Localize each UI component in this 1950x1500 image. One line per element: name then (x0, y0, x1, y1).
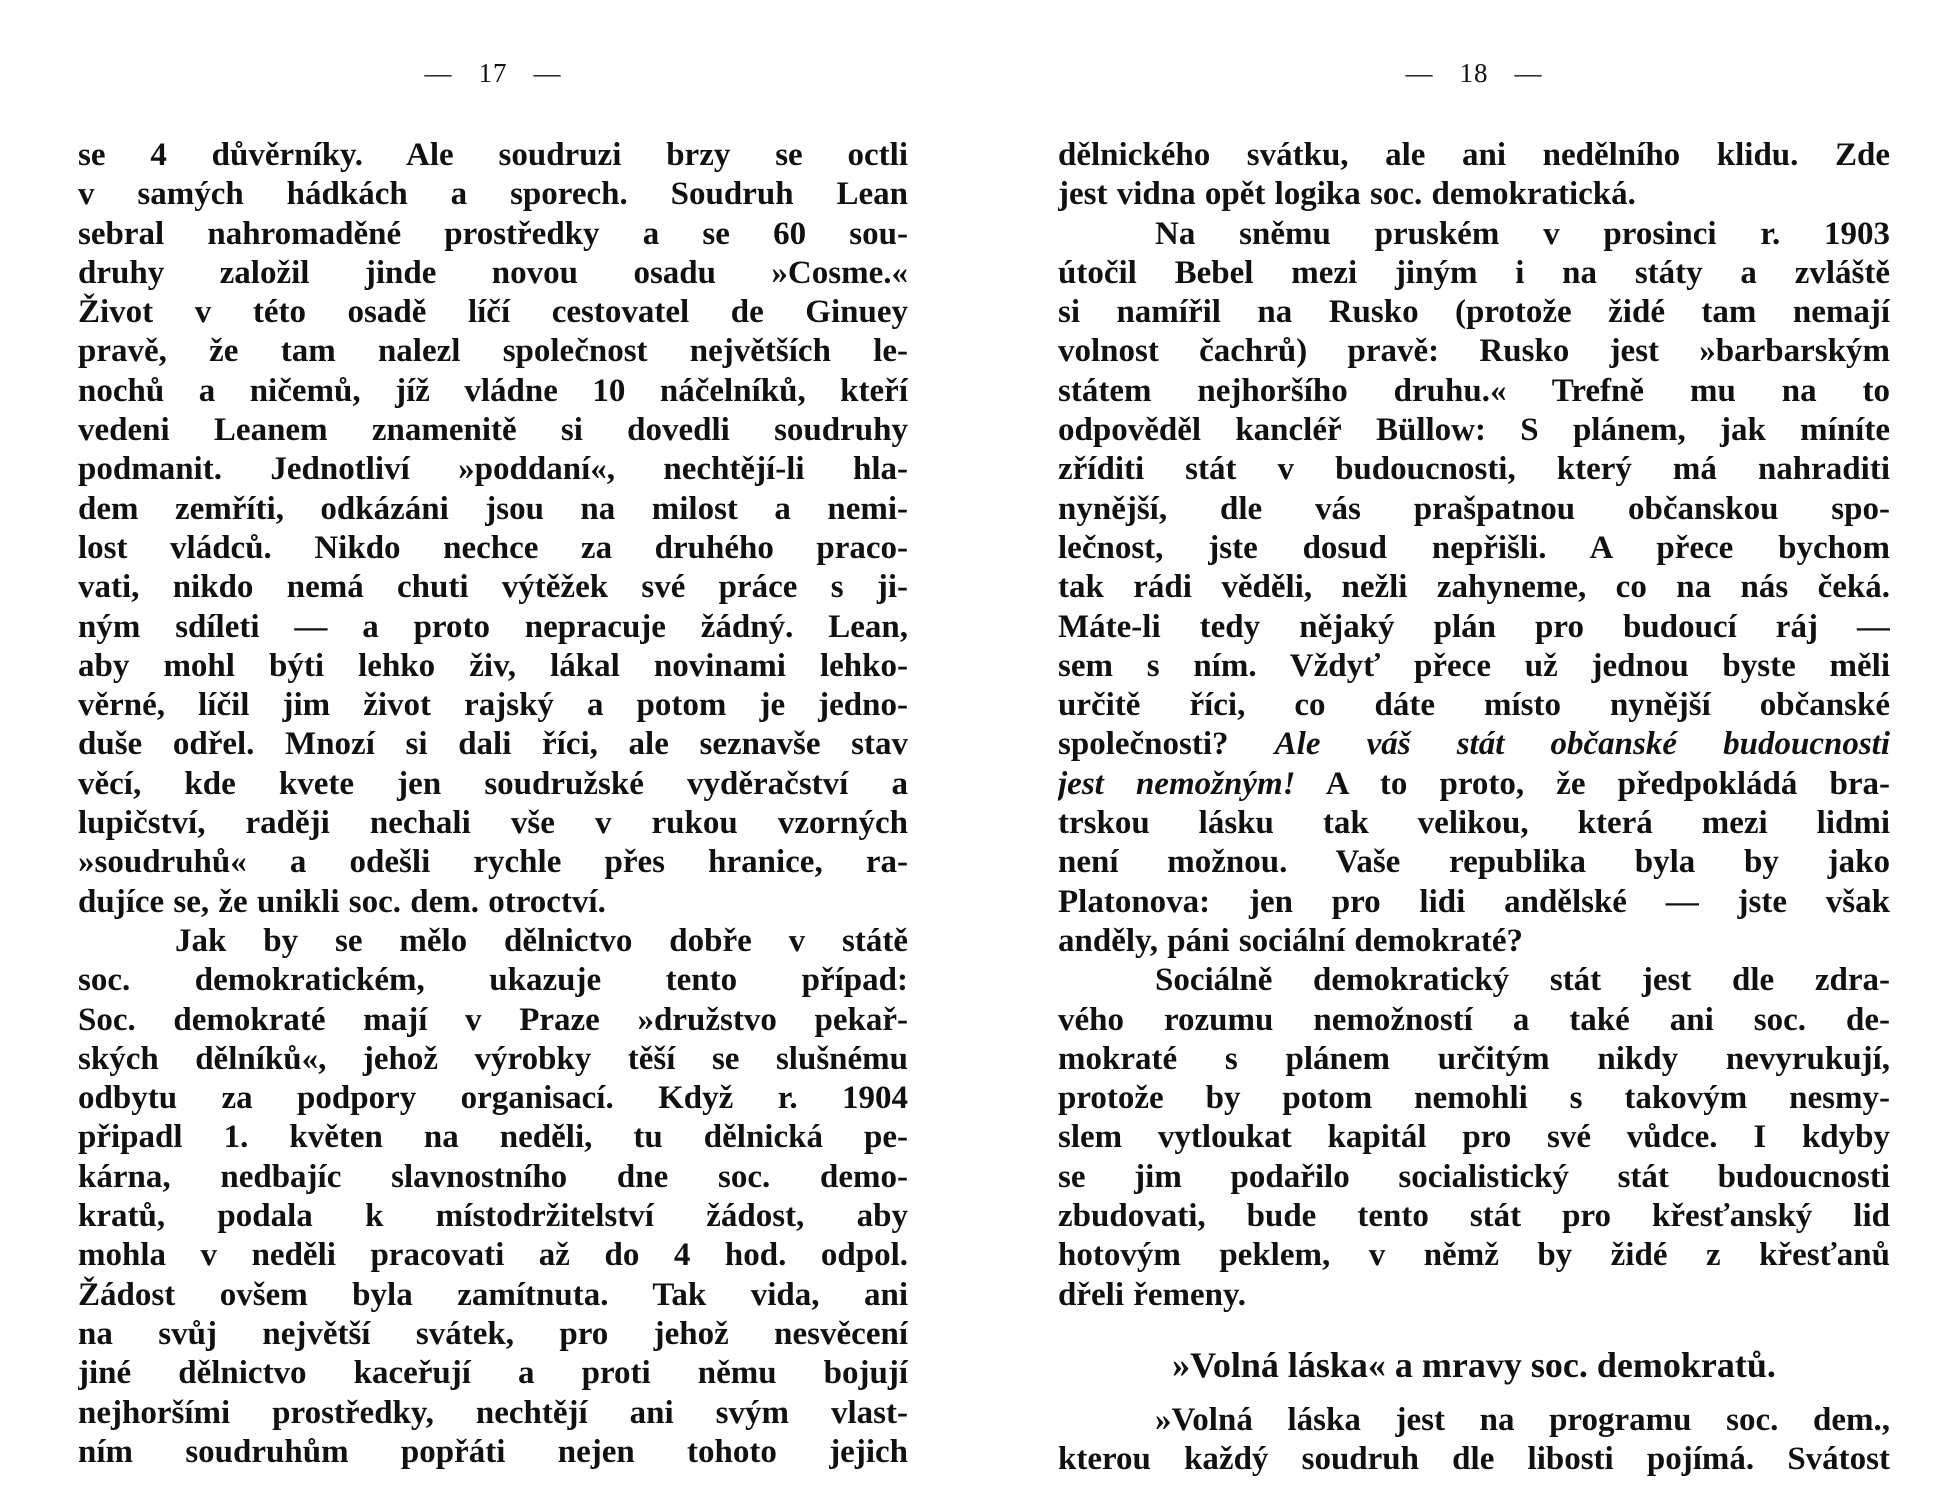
text-line: Soc. demokraté mají v Praze »družstvo pekař- (78, 1001, 908, 1038)
text-line: věcí, kde kvete jen soudružské vyděračství a (78, 765, 908, 802)
text-line: odpověděl kancléř Büllow: S plánem, jak míníte (1058, 412, 1890, 449)
text-line: ným sdíleti — a proto nepracuje žádný. Lean, (78, 608, 908, 645)
left-page-number-value: 17 (478, 58, 508, 88)
page-number-dash: — (424, 58, 453, 88)
text-line: duše odřel. Mnozí si dali říci, ale seznavše stav (78, 726, 908, 763)
text-line: lečnost, jste dosud nepřišli. A přece bychom (1058, 529, 1890, 566)
text-line: mokraté s plánem určitým nikdy nevyrukují, (1058, 1040, 1890, 1077)
left-page-text (78, 136, 908, 1472)
text-line: Žádost ovšem byla zamítnuta. Tak vida, ani (78, 1276, 908, 1313)
text-line: druhy založil jinde novou osadu »Cosme.« (78, 254, 908, 291)
text-line: nynější, dle vás prašpatnou občanskou spo- (1058, 490, 1890, 527)
text-line: soc. demokratickém, ukazuje tento případ: (78, 962, 908, 999)
text-line: hotovým peklem, v němž by židé z křesťanů (1058, 1237, 1890, 1274)
text-line: určitě říci, co dáte místo nynější občanské (1058, 687, 1890, 724)
text-line: lupičství, raději nechali vše v rukou vzorných (78, 805, 908, 842)
text-line: ských dělníků«, jehož výrobky těší se slušnému (78, 1040, 908, 1077)
text-line: není možnou. Vaše republika byla by jako (1058, 844, 1890, 881)
text-line: si namířil na Rusko (protože židé tam nemají (1058, 294, 1890, 331)
text-line: volnost čachrů) pravě: Rusko jest »barbarským (1058, 333, 1890, 370)
line-text: společnosti? (1058, 726, 1229, 763)
text-line: kterou každý soudruh dle libosti pojímá. Svátost (1058, 1441, 1890, 1478)
text-line: trskou lásku tak velikou, která mezi lidmi (1058, 805, 1890, 842)
emphasized-text: Ale váš stát občanské budoucnosti (1274, 726, 1890, 763)
text-line: jiné dělnictvo kaceřují a proti němu bojují (78, 1355, 908, 1392)
right-page (1058, 0, 1890, 1500)
left-page-number (78, 58, 908, 89)
text-line: dřeli řemeny. (1058, 1276, 1246, 1313)
text-line: dělnického svátku, ale ani nedělního klidu. Zde (1058, 137, 1890, 173)
text-line: Platonova: jen pro lidi andělské — jste však (1058, 883, 1890, 920)
text-line: »soudruhů« a odešli rychle přes hranice, ra- (78, 844, 908, 881)
text-line: připadl 1. květen na neděli, tu dělnická pe- (78, 1119, 908, 1156)
text-line: nejhoršími prostředky, nechtějí ani svým vlast- (78, 1394, 908, 1431)
text-line: lost vládců. Nikdo nechce za druhého praco- (78, 529, 908, 566)
text-line: se 4 důvěrníky. Ale soudruzi brzy se octli (78, 137, 908, 173)
text-line: Život v této osadě líčí cestovatel de Ginuey (78, 294, 908, 331)
text-line: kárna, nedbajíc slavnostního dne soc. demo- (78, 1158, 908, 1195)
text-line: sebral nahromaděné prostředky a se 60 sou- (78, 215, 908, 252)
text-line: na svůj největší svátek, pro jehož nesvěcení (78, 1315, 908, 1352)
right-page-number (1058, 58, 1890, 89)
text-line: mohla v neděli pracovati až do 4 hod. odpol. (78, 1237, 908, 1274)
text-line: Sociálně demokratický stát jest dle zdra- (1155, 962, 1890, 999)
page-number-dash: — (1405, 58, 1434, 88)
text-line: jest vidna opět logika soc. demokratická. (1058, 176, 1636, 213)
text-line-with-emphasis (1058, 765, 1890, 804)
text-line: protože by potom nemohli s takovým nesmy- (1058, 1080, 1890, 1117)
text-line: zříditi stát v budoucnosti, který má nahraditi (1058, 451, 1890, 488)
text-line: vedeni Leanem znamenitě si dovedli soudruhy (78, 412, 908, 449)
text-line: Jak by se mělo dělnictvo dobře v státě (175, 922, 908, 959)
text-line: vého rozumu nemožností a také ani soc. de- (1058, 1001, 1890, 1038)
text-line: věrné, líčil jim život rajský a potom je jedno- (78, 687, 908, 724)
section-heading: »Volná láska« a mravy soc. demokratů. (1172, 1344, 1776, 1385)
text-line: ním soudruhům popřáti nejen tohoto jejich (78, 1433, 908, 1470)
text-line: dujíce se, že unikli soc. dem. otroctví. (78, 883, 606, 920)
text-line: Na sněmu pruském v prosinci r. 1903 (1155, 215, 1890, 252)
line-text: A to proto, že předpokládá bra- (1325, 765, 1890, 802)
left-page (78, 0, 908, 1500)
right-page-text (1058, 136, 1890, 1480)
text-line: anděly, páni sociální demokraté? (1058, 922, 1524, 959)
text-line: Máte-li tedy nějaký plán pro budoucí ráj — (1058, 608, 1890, 645)
page-number-dash: — (533, 58, 562, 88)
text-line: aby mohl býti lehko živ, lákal novinami lehko- (78, 647, 908, 684)
text-line-with-emphasis (1058, 725, 1890, 764)
text-line: útočil Bebel mezi jiným i na státy a zvláště (1058, 254, 1890, 291)
emphasized-text: jest nemožným! (1058, 765, 1296, 802)
text-line: nochů a ničemů, jíž vládne 10 náčelníků, kteří (78, 372, 908, 409)
text-line: pravě, že tam nalezl společnost největších le- (78, 333, 908, 370)
text-line: dem zemříti, odkázáni jsou na milost a nemi- (78, 490, 908, 527)
text-line: vati, nikdo nemá chuti výtěžek své práce s ji- (78, 569, 908, 606)
text-line: sem s ním. Vždyť přece už jednou byste měli (1058, 647, 1890, 684)
page-number-dash: — (1514, 58, 1543, 88)
text-line: odbytu za podpory organisací. Když r. 1904 (78, 1080, 908, 1117)
text-line: se jim podařilo socialistický stát budoucnosti (1058, 1158, 1890, 1195)
text-line: státem nejhoršího druhu.« Trefně mu na to (1058, 372, 1890, 409)
text-line: zbudovati, bude tento stát pro křesťanský lid (1058, 1198, 1890, 1235)
text-line: »Volná láska jest na programu soc. dem., (1155, 1401, 1890, 1438)
text-line: kratů, podala k místodržitelství žádost, aby (78, 1198, 908, 1235)
text-line: v samých hádkách a sporech. Soudruh Lean (78, 176, 908, 213)
text-line: slem vytloukat kapitál pro své vůdce. I kdyby (1058, 1119, 1890, 1156)
text-line: tak rádi věděli, nežli zahyneme, co na nás čeká. (1058, 569, 1890, 606)
right-page-number-value: 18 (1459, 58, 1489, 88)
text-line: podmanit. Jednotliví »poddaní«, nechtějí-li hla- (78, 451, 908, 488)
